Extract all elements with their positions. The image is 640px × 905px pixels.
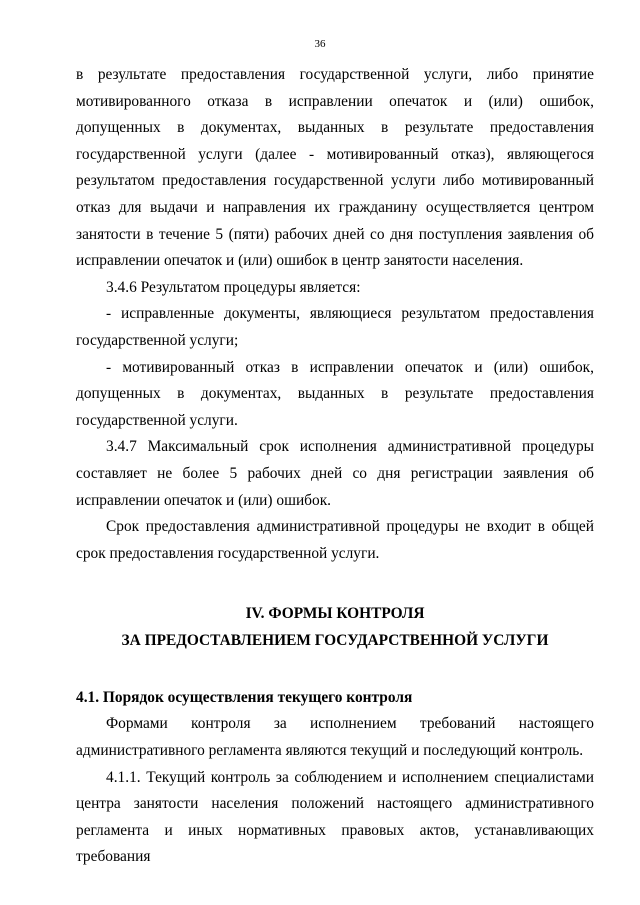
section-heading-line-2: ЗА ПРЕДОСТАВЛЕНИЕМ ГОСУДАРСТВЕННОЙ УСЛУГИ [121, 632, 549, 650]
section-heading-line-1: IV. ФОРМЫ КОНТРОЛЯ [245, 605, 425, 623]
paragraph-4-1-1: 4.1.1. Текущий контроль за соблюдением и исполнением специалистами центра занятости населения положений настоящего административного регламента и иных нормативных правовых актов, устанавливающих требования [76, 768, 594, 866]
spacer [76, 655, 594, 685]
list-item-motivated-refusal: - мотивированный отказ в исправлении опечаток и (или) ошибок, допущенных в документах, выданных в результате предоставления государственной услуги. [76, 358, 594, 429]
document-body [76, 62, 594, 871]
paragraph-3-4-7: 3.4.7 Максимальный срок исполнения административной процедуры составляет не более 5 рабочих дней со дня регистрации заявления об исправлении опечаток и (или) ошибок. [76, 438, 594, 509]
paragraph-control-forms: Формами контроля за исполнением требований настоящего административного регламента являются текущий и последующий контроль. [76, 715, 594, 760]
list-item-corrected-documents: - исправленные документы, являющиеся результатом предоставления государственной услуги; [76, 305, 594, 349]
spacer [76, 567, 594, 601]
page-number: 36 [314, 38, 326, 50]
subsection-heading-4-1: 4.1. Порядок осуществления текущего контроля [76, 688, 413, 706]
paragraph-3-4-6: 3.4.6 Результатом процедуры является: [106, 278, 361, 296]
paragraph-procedure-term: Срок предоставления административной процедуры не входит в общей срок предоставления государственной услуги. [76, 518, 594, 562]
paragraph-continuation: в результате предоставления государственной услуги, либо принятие мотивированного отказа в исправлении опечаток и (или) ошибок, допущенных в документах, выданных в результате предоставления государственной услуги (далее - мотивированный отказ), являющегося результатом предоставления государственной услуги либо мотивированный отказ для выдачи и направления их гражданину осуществляется центром занятости в течение 5 (пяти) рабочих дней со дня поступления заявления об исправлении опечаток и (или) ошибок в центр занятости населения. [76, 66, 594, 270]
